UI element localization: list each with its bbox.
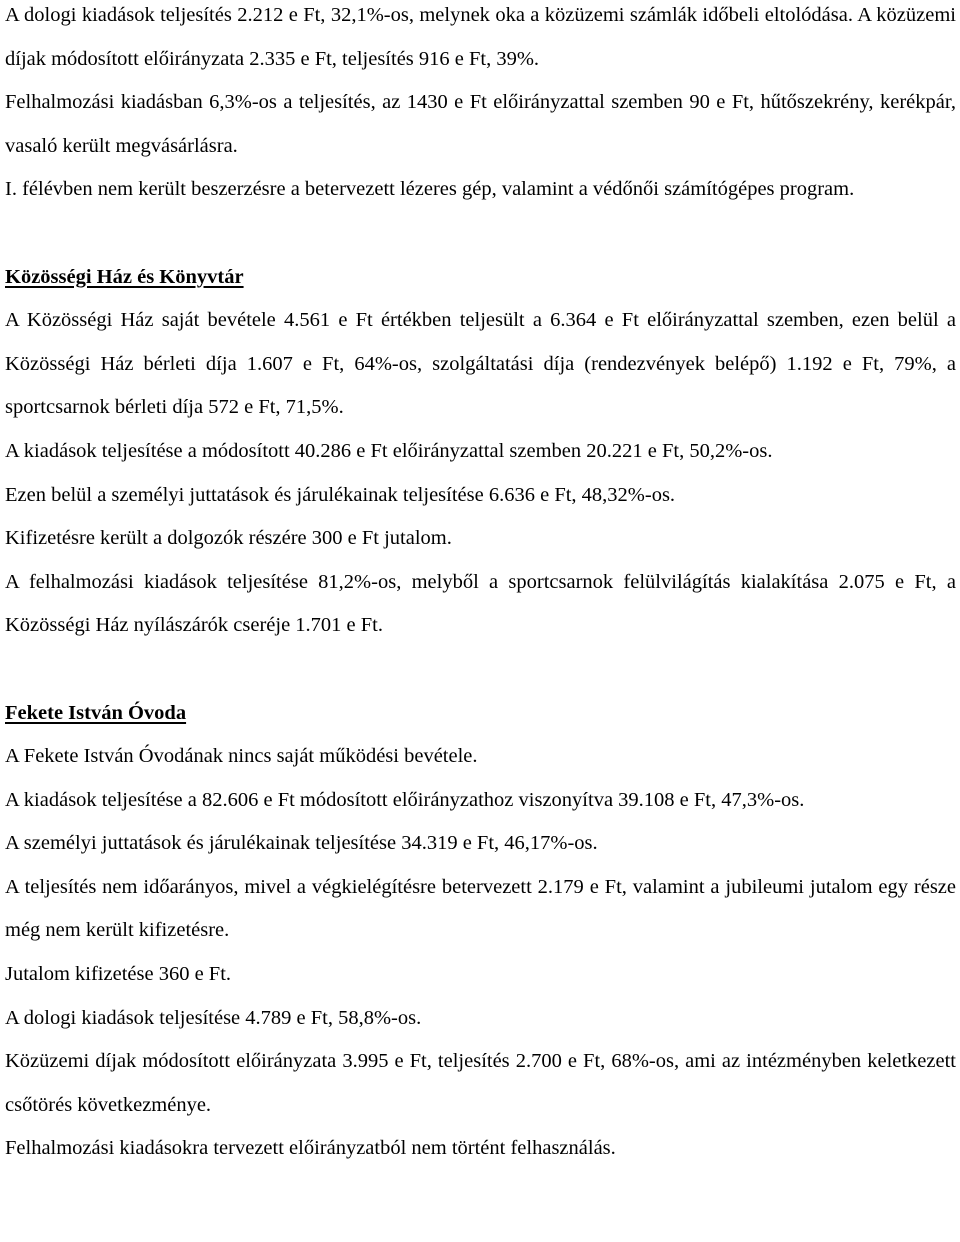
heading-fekete-istvan-ovoda: Fekete István Óvoda (5, 701, 187, 724)
paragraph-kozossegi-szemelyi: Ezen belül a személyi juttatások és járulékainak teljesítése 6.636 e Ft, 48,32%-os. (5, 483, 676, 506)
paragraph-ovoda-szemelyi: A személyi juttatások és járulékainak teljesítése 34.319 e Ft, 46,17%-os. (5, 832, 598, 855)
paragraph-dologi-kiadasok: A dologi kiadások teljesítés 2.212 e Ft, 32,1%-os, melynek oka a közüzemi számlák időbeli eltolódása. A közüzemi díjak módosított előirányzata 2.335 e Ft, teljesítés 916 e Ft, 39%. (5, 4, 956, 70)
paragraph-ovoda-felhalmozas: Felhalmozási kiadásokra tervezett előirányzatból nem történt felhasználás. (5, 1137, 616, 1160)
paragraph-ovoda-bevetel: A Fekete István Óvodának nincs saját működési bevétele. (5, 745, 478, 768)
paragraph-ovoda-kiadasok: A kiadások teljesítése a 82.606 e Ft módosított előirányzathoz viszonyítva 39.108 e Ft, 47,3%-os. (5, 788, 805, 811)
paragraph-ovoda-dologi: A dologi kiadások teljesítése 4.789 e Ft, 58,8%-os. (5, 1006, 422, 1029)
paragraph-kozossegi-kiadasok: A kiadások teljesítése a módosított 40.286 e Ft előirányzattal szemben 20.221 e Ft, 50,2%-os. (5, 439, 773, 462)
paragraph-kozossegi-jutalom: Kifizetésre került a dolgozók részére 300 e Ft jutalom. (5, 527, 452, 550)
paragraph-ovoda-idoaranyos: A teljesítés nem időarányos, mivel a végkielégítésre betervezett 2.179 e Ft, valamint a jubileumi jutalom egy része még nem került kifizetésre. (5, 875, 956, 942)
paragraph-felevben-beszerzes: I. félévben nem került beszerzésre a betervezett lézeres gép, valamint a védőnői számítógépes program. (5, 178, 855, 201)
paragraph-kozossegi-felhalmozas: A felhalmozási kiadások teljesítése 81,2%-os, melyből a sportcsarnok felülvilágítás kialakítása 2.075 e Ft, a Közösségi Ház nyílászárók cseréje 1.701 e Ft. (5, 570, 956, 637)
paragraph-kozossegi-bevetel: A Közösségi Ház saját bevétele 4.561 e Ft értékben teljesült a 6.364 e Ft előirányzattal szemben, ezen belül a Közösségi Ház bérleti díja 1.607 e Ft, 64%-os, szolgáltatási díja (rendezvények belépő) 1.192 e Ft, 79%, a sportcsarnok bérleti díja 572 e Ft, 71,5%. (5, 309, 956, 419)
spacer (5, 648, 956, 692)
paragraph-ovoda-kozuzemi: Közüzemi díjak módosított előirányzata 3.995 e Ft, teljesítés 2.700 e Ft, 68%-os, ami az intézményben keletkezett csőtörés következménye. (5, 1050, 956, 1116)
paragraph-ovoda-jutalom: Jutalom kifizetése 360 e Ft. (5, 963, 232, 986)
spacer (5, 212, 956, 256)
paragraph-felhalmozasi-kiadas: Felhalmozási kiadásban 6,3%-os a teljesítés, az 1430 e Ft előirányzattal szemben 90 e Ft, hűtőszekrény, kerékpár, vasaló került megvásárlásra. (5, 91, 956, 157)
document-page (5, 0, 956, 1171)
heading-kozossegi-haz: Közösségi Ház és Könyvtár (5, 265, 244, 288)
